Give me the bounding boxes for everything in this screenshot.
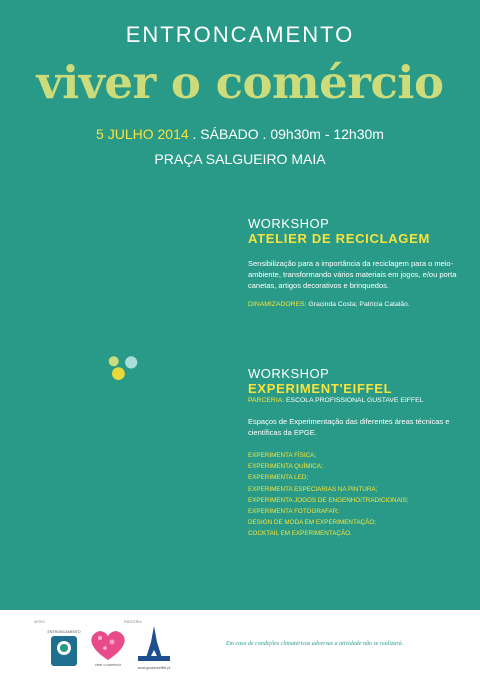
workshop-description: Sensibilização para a importância da reciclagem para o meio-ambiente, transformando vários materiais em jogos, e/ou porta canetas, artigos decorativos e brinquedos. bbox=[248, 259, 457, 290]
event-date: 5 JULHO 2014 bbox=[96, 126, 189, 142]
workshop-reciclagem bbox=[248, 216, 473, 308]
credits-label: DINAMIZADORES: bbox=[248, 301, 307, 308]
list-item: COCKTAIL EM EXPERIMENTAÇÃO. bbox=[248, 530, 352, 538]
logo-text: ENTRONCAMENTO bbox=[47, 630, 81, 634]
event-schedule: . SÁBADO . 09h30m - 12h30m bbox=[188, 126, 384, 142]
weather-notice: Em caso de condições climatéricas adversas a atividade não se realizará. bbox=[226, 641, 404, 647]
gustave-eiffel-logo bbox=[124, 620, 184, 674]
logo-caption: PARCERIA bbox=[124, 620, 142, 624]
event-place: PRAÇA SALGUEIRO MAIA bbox=[154, 151, 326, 167]
workshop-label: WORKSHOP bbox=[248, 216, 330, 231]
heart-dot bbox=[112, 367, 125, 380]
logo-text: viver o comércio bbox=[94, 663, 122, 667]
credits-names: Gracinda Costa; Patrícia Catalão. bbox=[306, 301, 410, 308]
list-item: EXPERIMENTA ESPECIARIAS NA PINTURA; bbox=[248, 485, 378, 493]
workshop-description: Espaços de Experimentação das diferentes áreas técnicas e científicas da EPGE. bbox=[248, 417, 450, 437]
experiment-list bbox=[248, 450, 473, 540]
workshop-title: ATELIER DE RECICLAGEM bbox=[248, 231, 431, 246]
logo-caption: APOIO bbox=[34, 620, 46, 624]
workshop-partner bbox=[248, 397, 473, 404]
headline: viver o comércio bbox=[36, 56, 444, 109]
sponsor-footer bbox=[0, 610, 480, 680]
partner-label: PARCERIA: bbox=[248, 397, 285, 404]
heart-dot bbox=[125, 356, 137, 368]
workshop-label: WORKSHOP bbox=[248, 366, 330, 381]
list-item: EXPERIMENTA LED; bbox=[248, 474, 309, 482]
list-item: DESIGN DE MODA EM EXPERIMENTAÇÃO; bbox=[248, 519, 376, 527]
workshop-title: EXPERIMENT'EIFFEL bbox=[248, 381, 393, 396]
list-item: EXPERIMENTA FÍSICA; bbox=[248, 452, 317, 459]
workshop-credits bbox=[248, 301, 473, 308]
dotted-heart-illustration bbox=[0, 190, 250, 580]
heart-dot bbox=[109, 356, 119, 366]
list-item: EXPERIMENTA FOTOGRAFAR; bbox=[248, 508, 340, 516]
workshop-experimenteiffel bbox=[248, 366, 473, 540]
logo-text: www.gustaveeiffel.pt bbox=[137, 666, 171, 670]
partner-name: ESCOLA PROFISSIONAL GUSTAVE EIFFEL bbox=[284, 397, 424, 404]
town-name: ENTRONCAMENTO bbox=[125, 22, 355, 47]
list-item: EXPERIMENTA QUÍMICA; bbox=[248, 463, 323, 471]
list-item: EXPERIMENTA JOGOS DE ENGENHO/TRADICIONAIS; bbox=[248, 496, 409, 504]
date-line bbox=[0, 126, 480, 142]
